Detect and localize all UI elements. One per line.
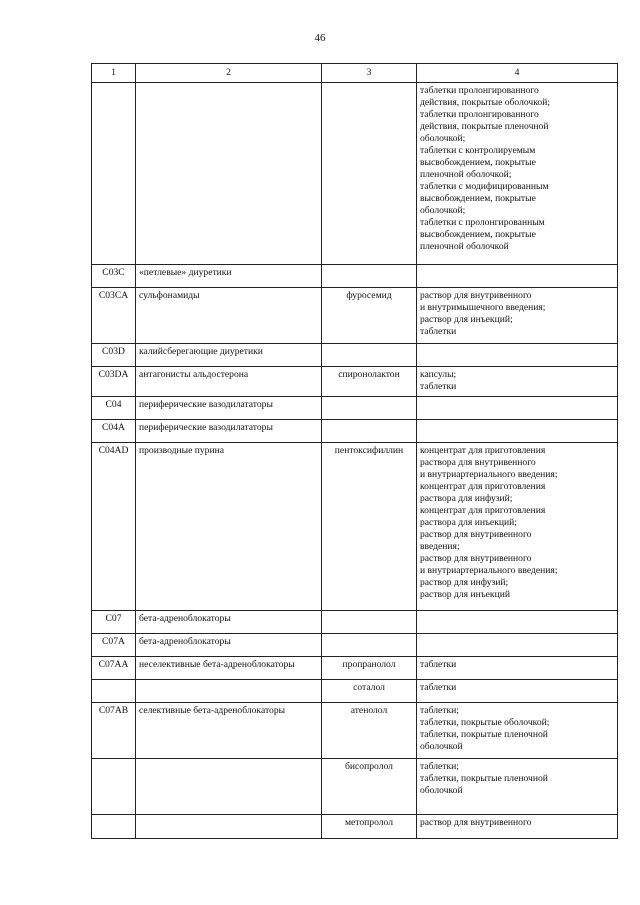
dosage-form-line: таблетки xyxy=(420,682,457,693)
dosage-forms-cell xyxy=(417,344,618,367)
atc-code-cell xyxy=(92,759,136,815)
dosage-forms-cell xyxy=(417,420,618,443)
dosage-form-line: и внутриартериального введения; xyxy=(420,469,558,480)
group-name-cell: антагонисты альдостерона xyxy=(136,367,322,397)
dosage-form-line: таблетки xyxy=(420,381,457,392)
dosage-form-line: высвобождением, покрытые xyxy=(420,229,536,240)
atc-code-cell xyxy=(92,815,136,839)
column-header: 4 xyxy=(417,64,618,83)
dosage-forms-cell xyxy=(417,397,618,420)
dosage-form-line: раствор для инфузий; xyxy=(420,577,509,588)
dosage-form-line: действия, покрытые пленочной xyxy=(420,121,549,132)
substance-cell xyxy=(322,344,417,367)
dosage-form-line: таблетки; xyxy=(420,705,459,716)
group-name-cell: селективные бета-адреноблокаторы xyxy=(136,703,322,759)
group-name-cell xyxy=(136,759,322,815)
atc-code-cell xyxy=(92,680,136,703)
dosage-forms-cell xyxy=(417,703,618,759)
table-row xyxy=(92,611,618,634)
dosage-form-line: высвобождением, покрытые xyxy=(420,157,536,168)
group-name-cell xyxy=(136,83,322,265)
group-name-cell: периферические вазодилататоры xyxy=(136,420,322,443)
dosage-forms-cell xyxy=(417,288,618,344)
group-name-cell: производные пурина xyxy=(136,443,322,611)
table-row xyxy=(92,83,618,265)
table-row xyxy=(92,367,618,397)
table-row xyxy=(92,634,618,657)
dosage-form-line: таблетки пролонгированного xyxy=(420,85,539,96)
substance-cell xyxy=(322,83,417,265)
dosage-form-line: таблетки xyxy=(420,659,457,670)
group-name-cell xyxy=(136,815,322,839)
dosage-form-line: и внутримышечного введения; xyxy=(420,302,546,313)
group-name-cell: бета-адреноблокаторы xyxy=(136,611,322,634)
table-row xyxy=(92,288,618,344)
dosage-forms-cell xyxy=(417,367,618,397)
dosage-form-line: таблетки, покрытые оболочкой; xyxy=(420,717,550,728)
table-row xyxy=(92,680,618,703)
substance-cell: метопролол xyxy=(322,815,417,839)
atc-code-cell: C03C xyxy=(92,265,136,288)
atc-code-cell: C07 xyxy=(92,611,136,634)
dosage-forms-cell xyxy=(417,443,618,611)
substance-cell: соталол xyxy=(322,680,417,703)
dosage-form-line: таблетки, покрытые пленочной xyxy=(420,773,548,784)
dosage-form-line: таблетки с контролируемым xyxy=(420,145,536,156)
dosage-forms-cell xyxy=(417,815,618,839)
dosage-form-line: раствор для внутривенного xyxy=(420,290,532,301)
dosage-form-line: капсулы; xyxy=(420,369,457,380)
dosage-form-line: раствор для инъекций; xyxy=(420,314,513,325)
dosage-form-line: таблетки с модифицированным xyxy=(420,181,549,192)
atc-code-cell: C07A xyxy=(92,634,136,657)
atc-code-cell: C03D xyxy=(92,344,136,367)
dosage-form-line: концентрат для приготовления xyxy=(420,445,546,456)
dosage-form-line: раствора для внутривенного xyxy=(420,457,536,468)
table-row xyxy=(92,815,618,839)
column-header: 3 xyxy=(322,64,417,83)
dosage-form-line: оболочкой; xyxy=(420,205,466,216)
table-row xyxy=(92,397,618,420)
group-name-cell: «петлевые» диуретики xyxy=(136,265,322,288)
column-header: 1 xyxy=(92,64,136,83)
dosage-form-line: пленочной оболочкой; xyxy=(420,169,512,180)
substance-cell xyxy=(322,420,417,443)
group-name-cell: бета-адреноблокаторы xyxy=(136,634,322,657)
table-row xyxy=(92,265,618,288)
drug-table xyxy=(91,63,618,839)
table-row xyxy=(92,344,618,367)
dosage-forms-cell xyxy=(417,657,618,680)
atc-code-cell xyxy=(92,83,136,265)
dosage-form-line: раствора для инфузий; xyxy=(420,493,513,504)
dosage-form-line: оболочкой xyxy=(420,741,463,752)
substance-cell xyxy=(322,634,417,657)
substance-cell xyxy=(322,611,417,634)
atc-code-cell: C04AD xyxy=(92,443,136,611)
dosage-form-line: таблетки с пролонгированным xyxy=(420,217,545,228)
dosage-forms-cell xyxy=(417,634,618,657)
group-name-cell: неселективные бета-адреноблокаторы xyxy=(136,657,322,680)
substance-cell: спиронолактон xyxy=(322,367,417,397)
dosage-form-line: высвобождением, покрытые xyxy=(420,193,536,204)
group-name-cell: сульфонамиды xyxy=(136,288,322,344)
dosage-forms-cell xyxy=(417,759,618,815)
dosage-form-line: раствор для внутривенного xyxy=(420,553,532,564)
dosage-forms-cell xyxy=(417,611,618,634)
table-header-row xyxy=(92,64,618,83)
atc-code-cell: C03CA xyxy=(92,288,136,344)
group-name-cell: калийсберегающие диуретики xyxy=(136,344,322,367)
dosage-form-line: раствор для внутривенного xyxy=(420,529,532,540)
atc-code-cell: C04A xyxy=(92,420,136,443)
substance-cell xyxy=(322,265,417,288)
dosage-form-line: раствора для инъекций; xyxy=(420,517,517,528)
table-row xyxy=(92,657,618,680)
dosage-forms-cell xyxy=(417,680,618,703)
column-header: 2 xyxy=(136,64,322,83)
atc-code-cell: C03DA xyxy=(92,367,136,397)
dosage-form-line: и внутриартериального введения; xyxy=(420,565,558,576)
substance-cell: пентоксифиллин xyxy=(322,443,417,611)
dosage-form-line: оболочкой; xyxy=(420,133,466,144)
dosage-form-line: таблетки xyxy=(420,326,457,337)
page-number: 46 xyxy=(314,32,326,44)
dosage-form-line: раствор для инъекций xyxy=(420,589,510,600)
dosage-form-line: таблетки, покрытые пленочной xyxy=(420,729,548,740)
atc-code-cell: C04 xyxy=(92,397,136,420)
dosage-form-line: действия, покрытые оболочкой; xyxy=(420,97,551,108)
dosage-form-line: введения; xyxy=(420,541,460,552)
dosage-forms-cell xyxy=(417,83,618,265)
dosage-form-line: таблетки пролонгированного xyxy=(420,109,539,120)
atc-code-cell: C07AA xyxy=(92,657,136,680)
dosage-form-line: концентрат для приготовления xyxy=(420,505,546,516)
substance-cell: атенолол xyxy=(322,703,417,759)
table-row xyxy=(92,703,618,759)
dosage-form-line: концентрат для приготовления xyxy=(420,481,546,492)
dosage-form-line: таблетки; xyxy=(420,761,459,772)
substance-cell xyxy=(322,397,417,420)
dosage-form-line: оболочкой xyxy=(420,785,463,796)
table-row xyxy=(92,759,618,815)
group-name-cell xyxy=(136,680,322,703)
table-row xyxy=(92,420,618,443)
dosage-form-line: пленочной оболочкой xyxy=(420,241,509,252)
dosage-forms-cell xyxy=(417,265,618,288)
substance-cell: бисопролол xyxy=(322,759,417,815)
table-row xyxy=(92,443,618,611)
group-name-cell: периферические вазодилататоры xyxy=(136,397,322,420)
atc-code-cell: C07AB xyxy=(92,703,136,759)
dosage-form-line: раствор для внутривенного xyxy=(420,817,532,828)
substance-cell: пропранолол xyxy=(322,657,417,680)
substance-cell: фуросемид xyxy=(322,288,417,344)
